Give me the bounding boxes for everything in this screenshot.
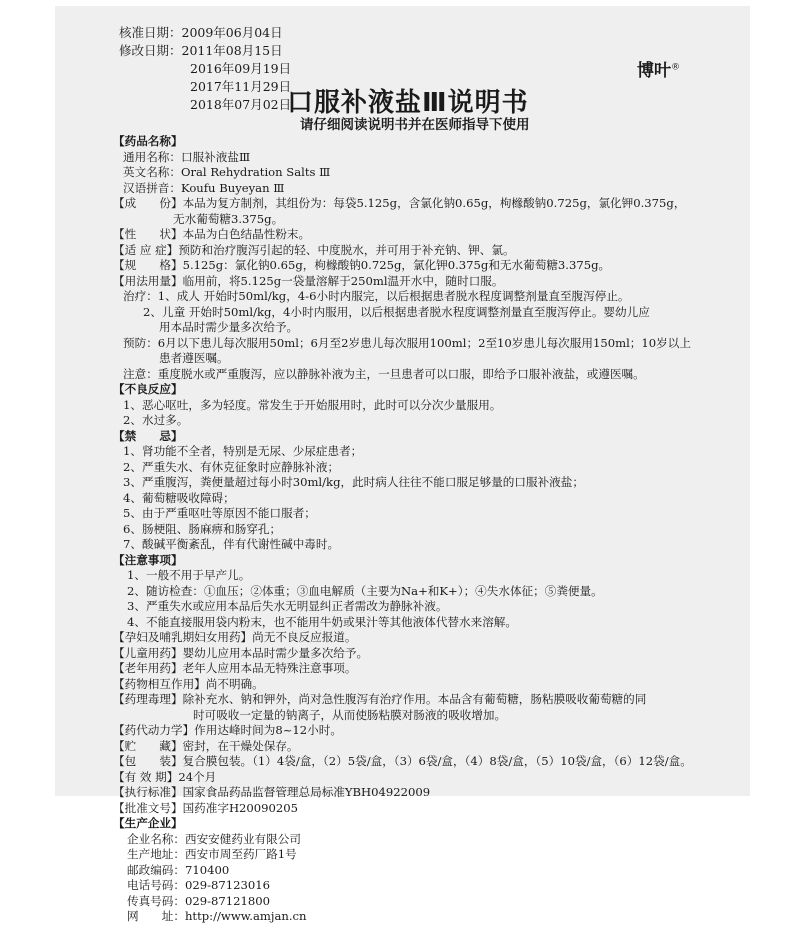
section-shelf-life: 【有 效 期】24个月 [113, 769, 217, 784]
dosage-treatment-adult: 治疗：1、成人 开始时50ml/kg，4-6小时内服完，以后根据患者脱水程度调整剂量直至腹泻停止。 [123, 289, 630, 303]
section-geriatric: 【老年用药】老年人应用本品无特殊注意事项。 [113, 661, 357, 675]
section-pregnancy: 【孕妇及哺乳期妇女用药】尚无不良反应报道。 [113, 630, 357, 644]
section-precautions: 【注意事项】 [113, 552, 183, 567]
brand-name: 博叶 [637, 61, 671, 81]
list-item: 3、严重失水或应用本品后失水无明显纠正者需改为静脉补液。 [127, 599, 448, 613]
section-packaging: 【包 装】复合膜包装。（1）4袋/盒，（2）5袋/盒，（3）6袋/盒，（4）8袋/盒，（5）10袋/盒，（6）12袋/盒。 [113, 754, 692, 768]
list-item: 4、葡萄糖吸收障碍； [123, 490, 235, 505]
list-item: 1、一般不用于早产儿。 [127, 568, 251, 582]
list-item: 3、严重腹泻，粪便量超过每小时30ml/kg，此时病人往往不能口服足够量的口服补液盐； [123, 475, 584, 489]
list-item: 1、恶心呕吐，多为轻度。常发生于开始服用时，此时可以分次少量服用。 [123, 397, 502, 412]
revision-date-line: 2018年07月02日 [190, 97, 292, 112]
list-item: 2、严重失水、有休克征象时应静脉补液； [123, 459, 340, 474]
list-item: 2、水过多。 [123, 413, 189, 427]
postal-code: 邮政编码：710400 [127, 862, 230, 877]
package-insert-sheet [55, 6, 750, 923]
list-item: 1、肾功能不全者，特别是无尿、少尿症患者； [123, 444, 363, 458]
revision-date-line: 2016年09月19日 [190, 61, 292, 76]
approval-date-line: 核准日期：2009年06月04日 [119, 25, 283, 40]
section-pharmacology: 【药理毒理】除补充水、钠和钾外，尚对急性腹泻有治疗作用。本品含有葡萄糖，肠粘膜吸收葡萄糖的同 [113, 692, 647, 706]
section-appearance: 【性 状】本品为白色结晶性粉末。 [113, 227, 311, 241]
list-item: 7、酸碱平衡紊乱，伴有代谢性碱中毒时。 [123, 537, 340, 551]
list-item: 2、随访检查：①血压；②体重；③血电解质（主要为Na+和K+）；④失水体征；⑤粪便量。 [127, 583, 603, 598]
revision-date-line: 2017年11月29日 [190, 79, 292, 94]
dosage-prevention: 预防：6月以下患儿每次服用50ml；6月至2岁患儿每次服用100ml；2至10岁患儿每次服用150ml；10岁以上 [123, 335, 691, 350]
generic-name: 通用名称：口服补液盐Ⅲ [123, 149, 251, 164]
section-contraindications: 【禁 忌】 [113, 428, 183, 443]
list-item: 5、由于严重呕吐等原因不能口服者； [123, 506, 316, 520]
section-interactions: 【药物相互作用】尚不明确。 [113, 676, 264, 691]
manufacturer-name: 企业名称：西安安健药业有限公司 [127, 831, 301, 846]
manufacturer-address: 生产地址：西安市周至药厂路1号 [127, 847, 297, 861]
registered-mark: ® [671, 62, 680, 73]
list-item: 6、肠梗阻、肠麻痹和肠穿孔； [123, 521, 282, 536]
website: 网 址：http://www.amjan.cn [127, 909, 307, 923]
approval-dates [119, 24, 291, 114]
section-pediatric: 【儿童用药】婴幼儿应用本品时需少量多次给予。 [113, 645, 369, 660]
english-name: 英文名称：Oral Rehydration Salts Ⅲ [123, 165, 331, 179]
revision-date-line: 修改日期：2011年08月15日 [119, 43, 283, 58]
insert-body [113, 134, 743, 925]
section-dosage: 【用法用量】临用前，将5.125g一袋量溶解于250ml温开水中，随时口服。 [113, 273, 504, 288]
section-adverse-reactions: 【不良反应】 [113, 382, 183, 396]
dosage-treatment-child: 2、儿童 开始时50ml/kg，4小时内服用，以后根据患者脱水程度调整剂量直至腹泻停止。婴幼儿应 [143, 304, 650, 319]
page-subtitle: 请仔细阅读说明书并在医师指导下使用 [300, 117, 530, 133]
section-approval-number: 【批准文号】国药准字H20090205 [113, 800, 299, 815]
section-pharmacokinetics: 【药代动力学】作用达峰时间为8~12小时。 [113, 723, 342, 737]
dosage-note: 注意：重度脱水或严重腹泻，应以静脉补液为主，一旦患者可以口服，即给予口服补液盐，或遵医嘱。 [123, 366, 645, 381]
dosage-prevention-cont: 患者遵医嘱。 [159, 351, 229, 365]
dosage-treatment-child-cont: 用本品时需少量多次给予。 [159, 320, 299, 334]
composition-continued: 无水葡萄糖3.375g。 [173, 211, 284, 226]
section-manufacturer: 【生产企业】 [113, 816, 183, 830]
list-item: 4、不能直接服用袋内粉末，也不能用牛奶或果汁等其他液体代替水来溶解。 [127, 614, 517, 629]
brand-logo [637, 56, 680, 81]
fax-number: 传真号码：029-87121800 [127, 893, 271, 908]
phone-number: 电话号码：029-87123016 [127, 878, 271, 892]
section-storage: 【贮 藏】密封，在干燥处保存。 [113, 738, 299, 753]
pharmacology-continued: 时可吸收一定量的钠离子，从而使肠粘膜对肠液的吸收增加。 [193, 707, 507, 722]
pinyin-name: 汉语拼音：Koufu Buyeyan Ⅲ [123, 180, 285, 195]
page-title: 口服补液盐Ⅲ说明书 [287, 88, 529, 118]
section-drug-name: 【药品名称】 [113, 134, 183, 148]
section-specification: 【规 格】5.125g：氯化钠0.65g，枸橼酸钠0.725g，氯化钾0.375g和无水葡萄糖3.375g。 [113, 258, 611, 272]
section-indications: 【适 应 症】预防和治疗腹泻引起的轻、中度脱水，并可用于补充钠、钾、氯。 [113, 242, 515, 257]
section-composition: 【成 份】本品为复方制剂，其组份为：每袋5.125g，含氯化钠0.65g，枸橼酸钠0.725g，氯化钾0.375g， [113, 196, 686, 210]
section-standard: 【执行标准】国家食品药品监督管理总局标准YBH04922009 [113, 785, 431, 799]
